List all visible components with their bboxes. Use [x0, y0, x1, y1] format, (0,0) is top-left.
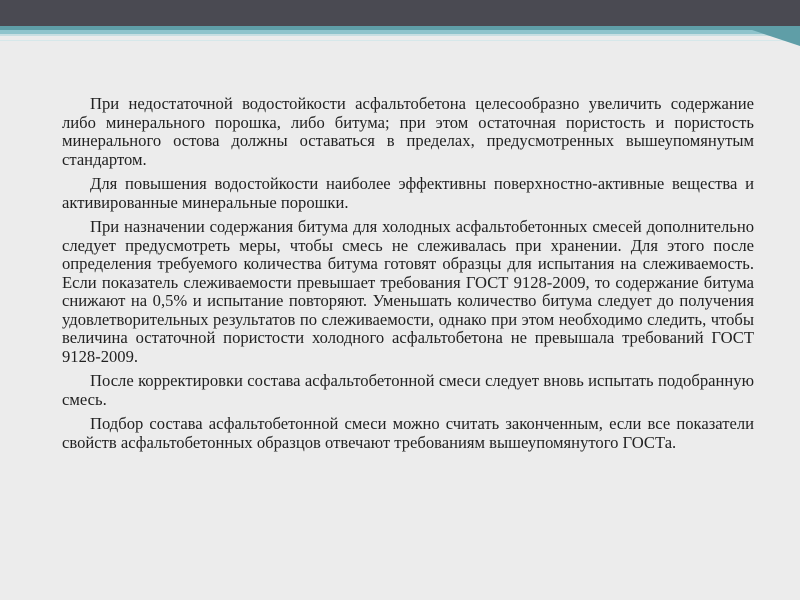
header-accent-stripes: [0, 26, 800, 48]
header-bar: [0, 0, 800, 26]
paragraph-surfactants: Для повышения водостойкости наиболее эффективны поверхностно-активные вещества и активированные минеральные порошки.: [62, 174, 754, 212]
paragraph-water-resistance: При недостаточной водостойкости асфальтобетона целесообразно увеличить содержание либо минерального порошка, либо битума; при этом остаточная пористость и пористость минерального остова должны оставаться в пределах, предусмотренных вышеупомянутым стандартом.: [62, 94, 754, 169]
decorative-line: [0, 34, 800, 36]
paragraph-caking: При назначении содержания битума для холодных асфальтобетонных смесей дополнительно следует предусмотреть меры, чтобы смесь не слеживалась при хранении. Для этого после определения требуемого количества битума готовят образцы для испытания на слеживаемость. Если показатель слеживаемости превышает требования ГОСТ 9128-2009, то содержание битума снижают на 0,5% и испытание повторяют. Уменьшать количество битума следует до получения удовлетворительных результатов по слеживаемости, однако при этом необходимо следить, чтобы величина остаточной пористости холодного асфальтобетона не превышала требований ГОСТ 9128-2009.: [62, 217, 754, 366]
paragraph-conclusion: Подбор состава асфальтобетонной смеси можно считать законченным, если все показатели свойств асфальтобетонных образцов отвечают требованиям вышеупомянутого ГОСТа.: [62, 414, 754, 452]
paragraph-retest: После корректировки состава асфальтобетонной смеси следует вновь испытать подобранную смесь.: [62, 371, 754, 409]
corner-accent-shape: [740, 26, 800, 46]
decorative-line: [0, 40, 800, 41]
accent-stripe-fade: [0, 34, 800, 48]
slide-body: [62, 95, 754, 458]
